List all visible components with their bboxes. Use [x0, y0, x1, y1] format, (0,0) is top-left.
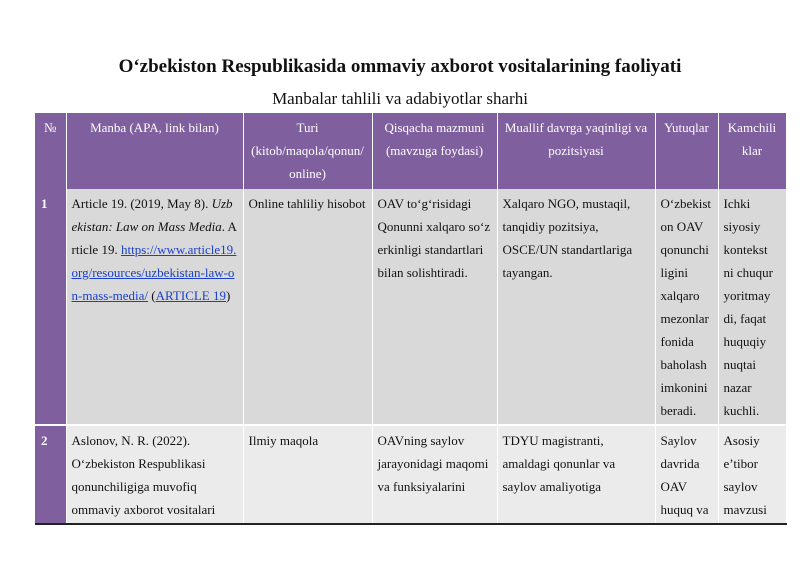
- header-source: Manba (APA, link bilan): [66, 113, 243, 189]
- summary-cell: OAVning saylov jarayonidagi maqomi va funksiyalarini: [372, 425, 497, 524]
- source-paren-close: ): [226, 288, 231, 303]
- source-title: Uzbekistan: Law on Mass Media: [71, 196, 233, 234]
- summary-cell: OAV to‘g‘risidagi Qonunni xalqaro so‘z erkinligi standartlari bilan solishtiradi.: [372, 189, 497, 425]
- row-number: 1: [35, 189, 66, 425]
- header-summary: Qisqacha mazmuni (mavzuga foydasi): [372, 113, 497, 189]
- document-title: O‘zbekiston Respublikasida ommaviy axborot vositalarining faoliyati: [118, 56, 682, 77]
- shortcomings-cell: Asosiy e’tibor saylov mavzusi: [718, 425, 786, 524]
- header-achievements: Yutuqlar: [655, 113, 718, 189]
- source-url-link[interactable]: https://www.article19.org/resources/uzbekistan-law-on-mass-media/: [71, 242, 237, 303]
- table-row: [35, 189, 786, 425]
- achievements-cell: O‘zbekist on OAV qonunchi ligini xalqaro mezonlar fonida baholash imkonini beradi.: [655, 189, 718, 425]
- achievements-cell: Saylov davrida OAV huquq va: [655, 425, 718, 524]
- author-cell: TDYU magistranti, amaldagi qonunlar va saylov amaliyotiga: [497, 425, 655, 524]
- shortcomings-cell: Ichki siyosiy kontekst ni chuqur yoritmay di, faqat huquqiy nuqtai nazar kuchli.: [718, 189, 786, 425]
- source-cell: Aslonov, N. R. (2022). O‘zbekiston Respublikasi qonunchiligiga muvofiq ommaviy axborot vositalari: [66, 425, 243, 524]
- row-number: 2: [35, 425, 66, 524]
- source-org-link[interactable]: ARTICLE 19: [155, 288, 226, 303]
- header-author: Muallif davrga yaqinligi va pozitsiyasi: [497, 113, 655, 189]
- type-cell: Online tahliliy hisobot: [243, 189, 372, 425]
- header-shortcomings: Kamchili klar: [718, 113, 786, 189]
- source-paren-open: (: [148, 288, 156, 303]
- document-subtitle: Manbalar tahlili va adabiyotlar sharhi: [272, 89, 528, 108]
- type-cell: Ilmiy maqola: [243, 425, 372, 524]
- sources-table: [35, 113, 787, 525]
- author-cell: Xalqaro NGO, mustaqil, tanqidiy pozitsiya, OSCE/UN standartlariga tayangan.: [497, 189, 655, 425]
- source-cell: [66, 189, 243, 425]
- source-text: Article 19. (2019, May 8).: [71, 196, 212, 211]
- table-header-row: [35, 113, 786, 189]
- table-row: [35, 425, 786, 524]
- header-number: №: [35, 113, 66, 189]
- header-type: Turi (kitob/maqola/qonun/ online): [243, 113, 372, 189]
- source-publisher: . Article 19.: [71, 219, 237, 257]
